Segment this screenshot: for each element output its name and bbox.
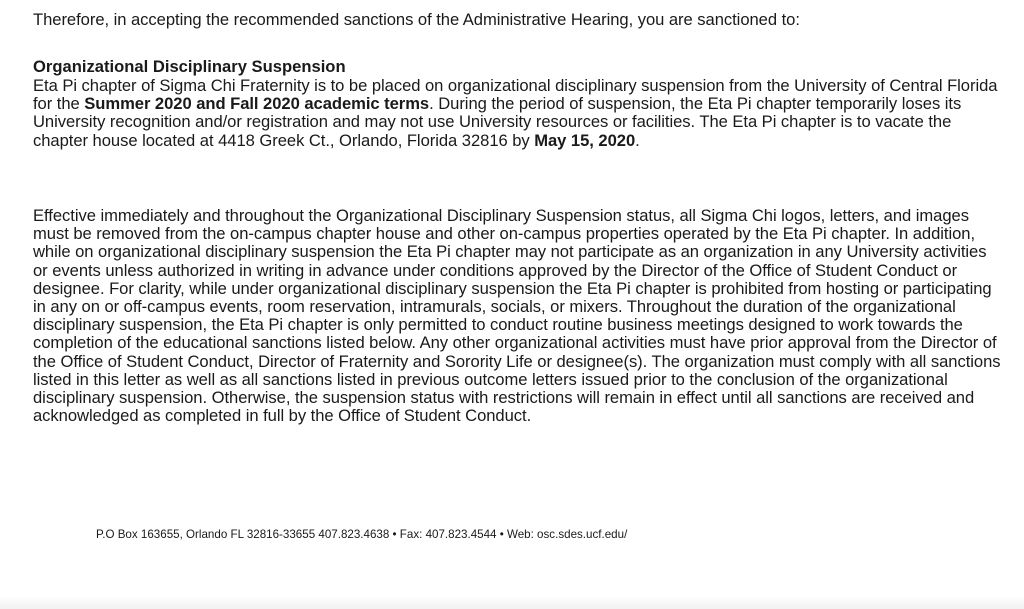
page-bottom-edge [0, 596, 1024, 609]
suspension-paragraph-text [33, 77, 1003, 150]
suspension-terms-bold: Summer 2020 and Fall 2020 academic terms [84, 94, 430, 114]
restrictions-paragraph-text: Effective immediately and throughout the Organizational Disciplinary Suspension status, all Sigma Chi logos, letters, and images must be removed from the on-campus chapter house and other on-campus properties operated by the Eta Pi chapter. In addition, while on organizational disciplinary suspension the Eta Pi chapter may not participate as an organization in any University activities or events unless authorized in writing in advance under conditions approved by the Director of the Office of Student Conduct or designee. For clarity, while under organizational disciplinary suspension the Eta Pi chapter is prohibited from hosting or participating in any on or off-campus events, room reservation, intramurals, socials, or mixers. Throughout the duration of the organizational disciplinary suspension, the Eta Pi chapter is only permitted to conduct routine business meetings designed to work towards the completion of the educational sanctions listed below. Any other organizational activities must have prior approval from the Director of the Office of Student Conduct, Director of Fraternity and Sorority Life or designee(s). The organization must comply with all sanctions listed in this letter as well as all sanctions listed in previous outcome letters issued prior to the conclusion of the organizational disciplinary suspension. Otherwise, the suspension status with restrictions will remain in effect until all sanctions are received and acknowledged as completed in full by the Office of Student Conduct. [33, 206, 1001, 426]
intro-paragraph [33, 11, 1003, 29]
suspension-text-part2: . During the period of suspension, the Eta Pi chapter temporarily loses its University recognition and/or registration and may not use University resources or facilities. The Eta Pi chapter is to vacate the chapter house located at 4418 Greek Ct., Orlando, Florida 32816 by [33, 94, 962, 150]
intro-text: Therefore, in accepting the recommended sanctions of the Administrative Hearing, you are sanctioned to: [33, 10, 800, 29]
restrictions-paragraph [33, 207, 1003, 425]
suspension-paragraph [33, 77, 1003, 150]
suspension-text-part3: . [635, 130, 640, 150]
suspension-text-part1: Eta Pi chapter of Sigma Chi Fraternity is to be placed on organizational disciplinary suspension from the University of Central Florida for the [33, 76, 998, 114]
footer-contact: P.O Box 163655, Orlando FL 32816-33655 407.823.4638 • Fax: 407.823.4544 • Web: osc.sdes.ucf.edu/ [96, 528, 628, 541]
vacate-date-bold: May 15, 2020 [534, 130, 636, 150]
section-heading: Organizational Disciplinary Suspension [33, 57, 346, 76]
